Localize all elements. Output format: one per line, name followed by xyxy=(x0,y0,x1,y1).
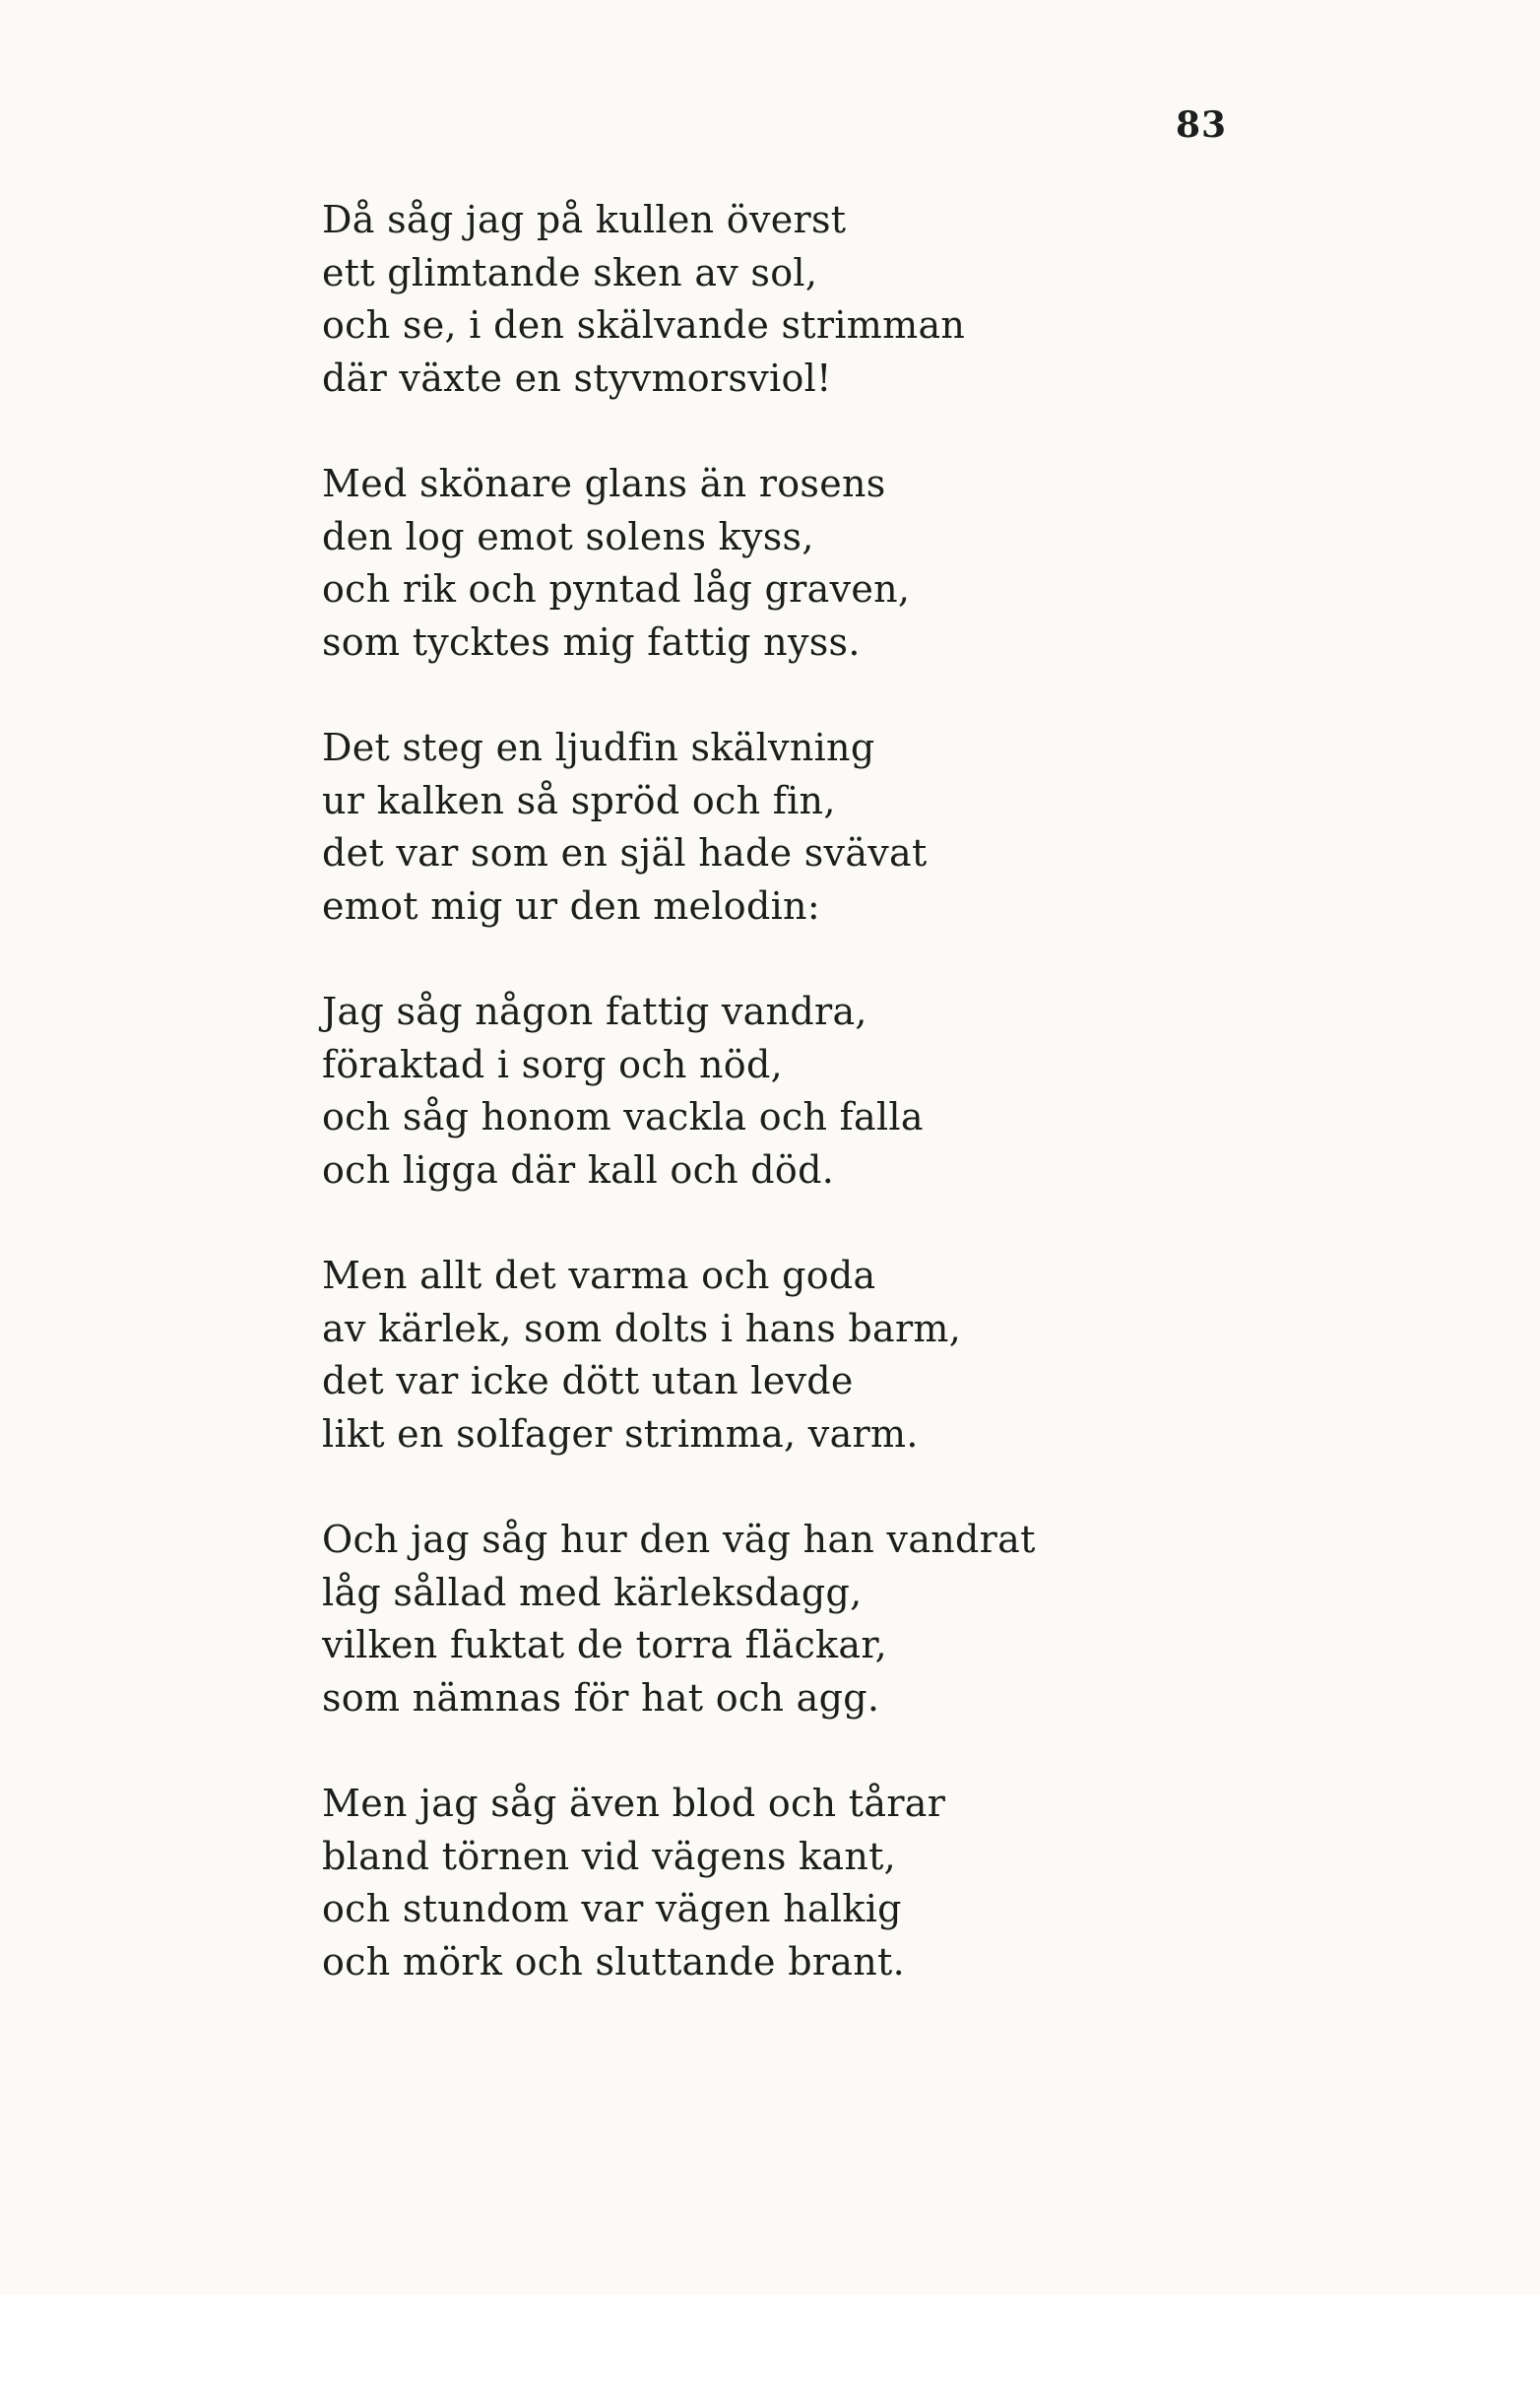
poem-line: som tycktes mig fattig nyss. xyxy=(322,619,861,664)
stanza-5 xyxy=(322,1250,1208,1461)
poem-line: och se, i den skälvande strimman xyxy=(322,303,966,347)
poem-line: ett glimtande sken av sol, xyxy=(322,250,818,294)
poem-line: Men allt det varma och goda xyxy=(322,1254,876,1297)
poem-line: likt en solfager strimma, varm. xyxy=(322,1411,919,1456)
poem xyxy=(322,194,1208,2042)
poem-line: och rik och pyntad låg graven, xyxy=(322,567,911,611)
poem-line: vilken fuktat de torra fläckar, xyxy=(322,1623,887,1666)
poem-line: där växte en styvmorsviol! xyxy=(322,356,832,400)
poem-line: det var icke dött utan levde xyxy=(322,1359,854,1402)
poem-line: och ligga där kall och död. xyxy=(322,1147,835,1192)
poem-line: Jag såg någon fattig vandra, xyxy=(322,990,867,1033)
poem-line: Då såg jag på kullen överst xyxy=(322,198,847,241)
stanza-4 xyxy=(322,986,1208,1197)
poem-line: och stundom var vägen halkig xyxy=(322,1887,902,1930)
page-number: 83 xyxy=(1176,104,1228,146)
stanza-3 xyxy=(322,722,1208,933)
poem-line: bland törnen vid vägens kant, xyxy=(322,1834,897,1878)
poem-line: föraktad i sorg och nöd, xyxy=(322,1042,783,1086)
stanza-6 xyxy=(322,1514,1208,1724)
poem-line: det var som en själ hade svävat xyxy=(322,831,928,875)
poem-line: låg sållad med kärleksdagg, xyxy=(322,1570,863,1614)
stanza-2 xyxy=(322,458,1208,669)
poem-line: Men jag såg även blod och tårar xyxy=(322,1782,946,1825)
poem-line: Det steg en ljudfin skälvning xyxy=(322,726,875,769)
poem-line: av kärlek, som dolts i hans barm, xyxy=(322,1306,962,1350)
poem-line: emot mig ur den melodin: xyxy=(322,883,820,928)
poem-line: och mörk och sluttande brant. xyxy=(322,1939,905,1983)
poem-line: Med skönare glans än rosens xyxy=(322,462,886,505)
poem-line: Och jag såg hur den väg han vandrat xyxy=(322,1518,1036,1561)
poem-line: och såg honom vackla och falla xyxy=(322,1095,924,1138)
poem-line: som nämnas för hat och agg. xyxy=(322,1675,880,1720)
stanza-7 xyxy=(322,1778,1208,1988)
poem-line: ur kalken så spröd och fin, xyxy=(322,778,836,822)
poem-line: den log emot solens kyss, xyxy=(322,514,814,558)
stanza-1 xyxy=(322,194,1208,405)
